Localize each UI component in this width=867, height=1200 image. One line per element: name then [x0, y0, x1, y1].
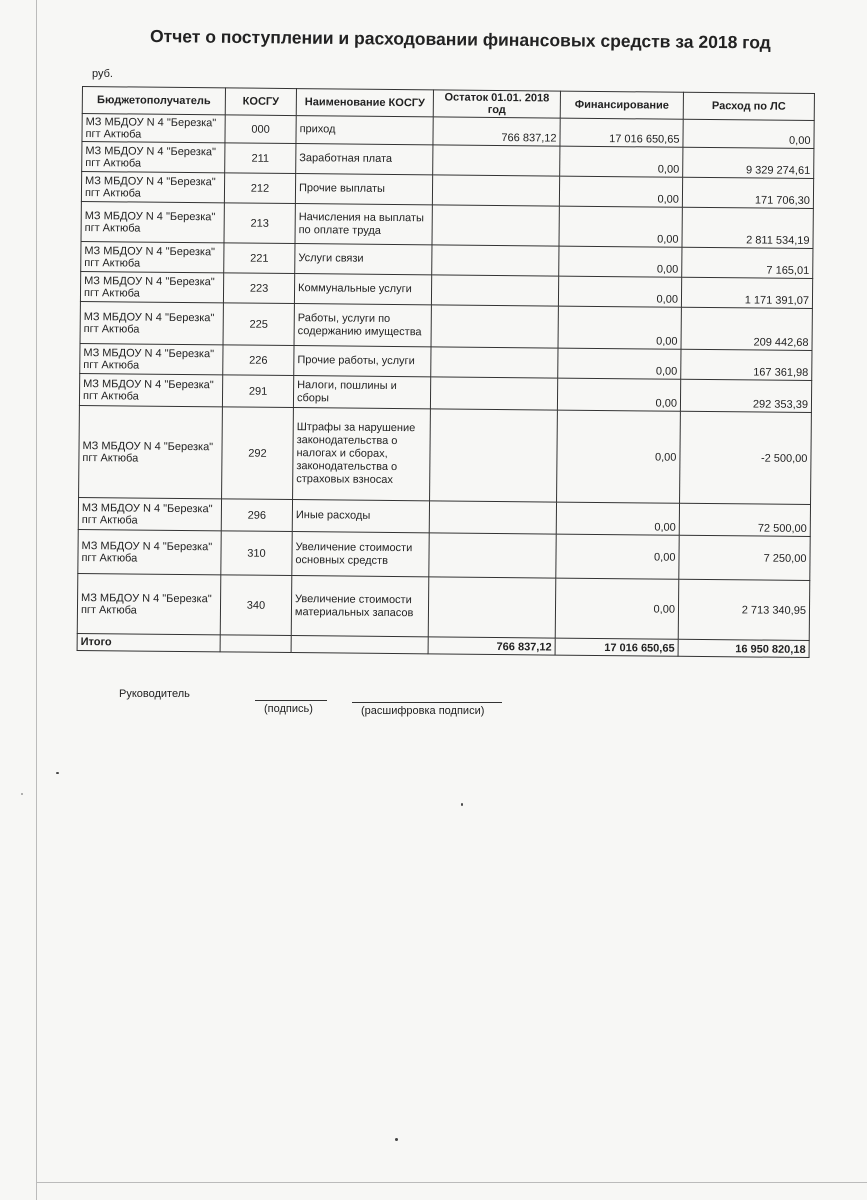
- table-row: [80, 301, 812, 350]
- cell-kosgu: 211: [225, 143, 296, 174]
- cell-name: Прочие работы, услуги: [294, 346, 431, 377]
- report-table-wrapper: [77, 86, 814, 658]
- scan-edge-left: [36, 0, 37, 1200]
- cell-expense: 7 165,01: [682, 247, 813, 278]
- cell-expense: 0,00: [683, 119, 814, 148]
- header-balance: Остаток 01.01. 2018 год: [433, 90, 560, 118]
- cell-expense: -2 500,00: [680, 411, 812, 504]
- header-recipient: Бюджетополучатель: [82, 87, 225, 115]
- cell-recipient: МЗ МБДОУ N 4 "Березка" пгт Актюба: [79, 373, 222, 406]
- cell-balance: [428, 577, 556, 638]
- cell-balance: [432, 175, 559, 206]
- cell-balance: [433, 145, 560, 176]
- cell-funding: 0,00: [555, 578, 679, 639]
- total-empty-kosgu: [220, 635, 291, 653]
- cell-funding: 17 016 650,65: [560, 118, 683, 147]
- cell-balance: [429, 501, 556, 534]
- table-row: [78, 529, 810, 580]
- cell-name: Налоги, пошлины и сборы: [293, 376, 430, 409]
- cell-kosgu: 225: [223, 303, 294, 346]
- cell-funding: 0,00: [557, 378, 680, 411]
- cell-kosgu: 291: [222, 375, 293, 408]
- cell-expense: 209 442,68: [681, 307, 812, 350]
- cell-funding: 0,00: [559, 246, 682, 277]
- cell-recipient: МЗ МБДОУ N 4 "Березка" пгт Актюба: [78, 497, 221, 530]
- table-row: [77, 573, 810, 640]
- cell-name: Увеличение стоимости материальных запасов: [291, 576, 429, 637]
- cell-recipient: МЗ МБДОУ N 4 "Березка" пгт Актюба: [81, 201, 224, 242]
- cell-balance: [431, 305, 558, 348]
- cell-expense: 9 329 274,61: [683, 147, 814, 178]
- total-expense: 16 950 820,18: [678, 639, 809, 657]
- cell-balance: [429, 533, 556, 578]
- cell-expense: 2 713 340,95: [678, 579, 810, 640]
- cell-recipient: МЗ МБДОУ N 4 "Березка" пгт Актюба: [81, 172, 224, 203]
- cell-kosgu: 310: [221, 531, 292, 576]
- signature-role: Руководитель: [119, 688, 190, 700]
- cell-recipient: МЗ МБДОУ N 4 "Березка" пгт Актюба: [80, 301, 223, 344]
- signature-line: [255, 700, 327, 701]
- cell-recipient: МЗ МБДОУ N 4 "Березка" пгт Актюба: [79, 405, 223, 498]
- cell-name: Коммунальные услуги: [294, 274, 431, 305]
- cell-recipient: МЗ МБДОУ N 4 "Березка" пгт Актюба: [81, 241, 224, 272]
- cell-name: Штрафы за нарушение законодательства о налогах и сборах, законодательства о страховых взносах: [293, 408, 431, 501]
- cell-recipient: МЗ МБДОУ N 4 "Березка" пгт Актюба: [82, 114, 225, 143]
- cell-name: приход: [296, 116, 433, 145]
- cell-balance: [431, 275, 558, 306]
- scan-speck: [395, 1138, 398, 1141]
- cell-recipient: МЗ МБДОУ N 4 "Березка" пгт Актюба: [80, 271, 223, 302]
- table-row: [79, 405, 812, 504]
- scan-speck: [21, 793, 23, 795]
- cell-name: Иные расходы: [292, 500, 429, 533]
- cell-kosgu: 292: [222, 407, 294, 500]
- cell-expense: 2 811 534,19: [682, 207, 813, 248]
- cell-funding: 0,00: [558, 306, 681, 349]
- cell-kosgu: 213: [224, 203, 295, 244]
- cell-balance: 766 837,12: [433, 117, 560, 146]
- cell-kosgu: 221: [224, 243, 295, 274]
- cell-expense: 167 361,98: [681, 349, 812, 380]
- cell-recipient: МЗ МБДОУ N 4 "Березка" пгт Актюба: [82, 142, 225, 173]
- cell-kosgu: 226: [223, 345, 294, 376]
- total-label: Итого: [77, 633, 220, 651]
- cell-funding: 0,00: [558, 276, 681, 307]
- cell-funding: 0,00: [559, 176, 682, 207]
- cell-kosgu: 223: [223, 273, 294, 304]
- cell-kosgu: 296: [221, 499, 292, 532]
- cell-kosgu: 212: [224, 173, 295, 204]
- cell-funding: 0,00: [559, 206, 682, 247]
- cell-funding: 0,00: [556, 534, 679, 579]
- scan-speck: [56, 772, 59, 774]
- cell-balance: [430, 409, 558, 502]
- cell-name: Услуги связи: [295, 244, 432, 275]
- scan-edge-bottom: [36, 1182, 867, 1183]
- cell-recipient: МЗ МБДОУ N 4 "Березка" пгт Актюба: [80, 343, 223, 374]
- signature-caption: (подпись): [264, 703, 313, 715]
- signature-decode-line: [352, 702, 502, 703]
- total-balance: 766 837,12: [428, 637, 555, 655]
- cell-name: Работы, услуги по содержанию имущества: [294, 304, 431, 347]
- cell-balance: [432, 205, 559, 246]
- signature-decode-caption: (расшифровка подписи): [361, 705, 485, 717]
- cell-balance: [430, 377, 557, 410]
- cell-funding: 0,00: [558, 348, 681, 379]
- scan-speck: [461, 803, 463, 806]
- total-funding: 17 016 650,65: [555, 638, 678, 656]
- cell-balance: [431, 347, 558, 378]
- table-row: [81, 201, 813, 248]
- cell-recipient: МЗ МБДОУ N 4 "Березка" пгт Актюба: [78, 529, 221, 574]
- cell-kosgu: 000: [225, 115, 296, 144]
- cell-balance: [432, 245, 559, 276]
- page-title: Отчет о поступлении и расходовании финансовых средств за 2018 год: [149, 26, 771, 53]
- total-empty-name: [291, 636, 428, 654]
- cell-funding: 0,00: [557, 410, 681, 503]
- report-table: [77, 86, 815, 658]
- cell-name: Прочие выплаты: [295, 174, 432, 205]
- cell-expense: 7 250,00: [679, 535, 810, 580]
- header-kosgu: КОСГУ: [225, 88, 296, 116]
- cell-expense: 292 353,39: [680, 379, 811, 412]
- cell-kosgu: 340: [220, 575, 292, 636]
- cell-funding: 0,00: [556, 502, 679, 535]
- header-name: Наименование КОСГУ: [296, 89, 433, 117]
- header-funding: Финансирование: [560, 91, 683, 119]
- cell-expense: 171 706,30: [682, 177, 813, 208]
- header-expense: Расход по ЛС: [683, 92, 814, 120]
- cell-name: Увеличение стоимости основных средств: [292, 532, 429, 577]
- cell-name: Начисления на выплаты по оплате труда: [295, 204, 432, 245]
- cell-expense: 72 500,00: [679, 503, 810, 536]
- currency-unit: руб.: [92, 68, 113, 80]
- cell-name: Заработная плата: [296, 144, 433, 175]
- cell-recipient: МЗ МБДОУ N 4 "Березка" пгт Актюба: [77, 573, 221, 634]
- cell-expense: 1 171 391,07: [681, 277, 812, 308]
- cell-funding: 0,00: [560, 146, 683, 177]
